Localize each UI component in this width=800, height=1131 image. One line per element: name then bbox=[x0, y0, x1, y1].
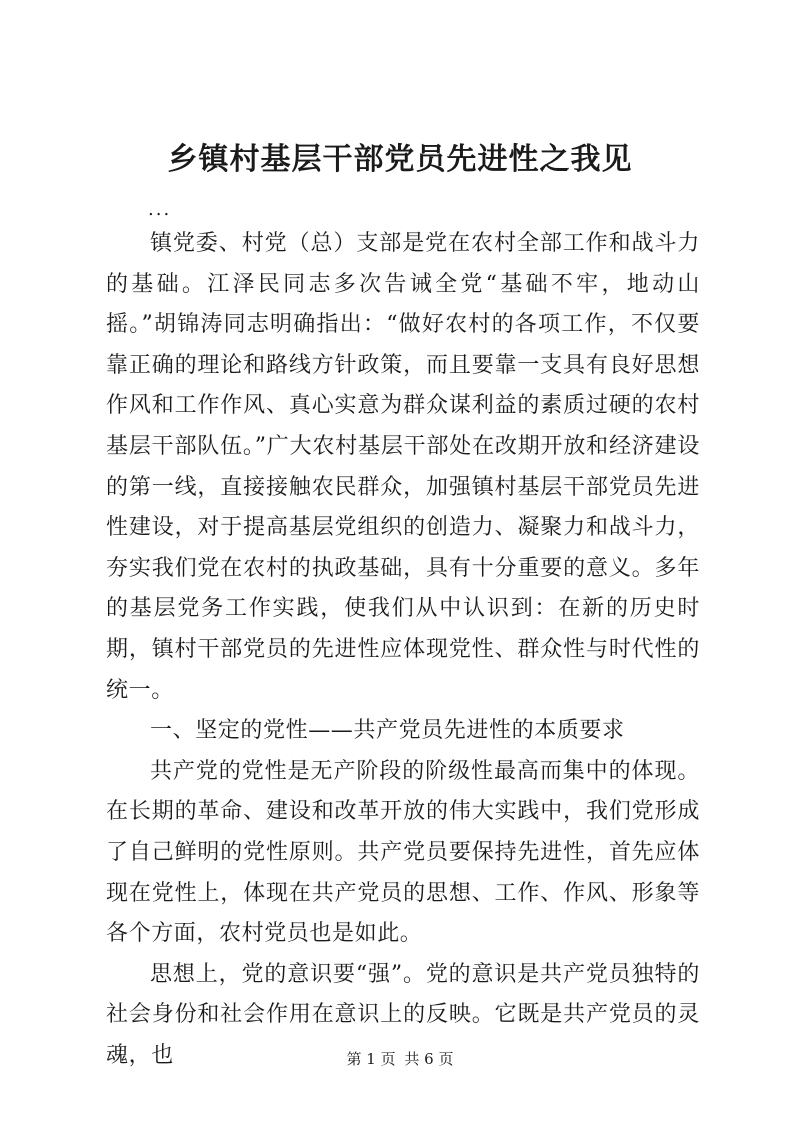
ellipsis-marker: ... bbox=[148, 199, 172, 220]
section-heading-1: 一、坚定的党性——共产党员先进性的本质要求 bbox=[150, 718, 625, 744]
page-footer bbox=[0, 1048, 800, 1070]
document-title: 乡镇村基层干部党员先进性之我见 bbox=[167, 142, 633, 177]
page-number: 第 1 页 bbox=[346, 1050, 396, 1068]
page-total: 共 6 页 bbox=[404, 1050, 454, 1068]
paragraph-party-spirit: 共产党的党性是无产阶段的阶级性最高而集中的体现。在长期的革命、建设和改革开放的伟大实践中，我们党形成了自己鲜明的党性原则。共产党员要保持先进性，首先应体现在党性上，体现在共产党员的思想、工作、作风、形象等各个方面，农村党员也是如此。 bbox=[106, 758, 700, 947]
document-body bbox=[106, 224, 700, 1076]
paragraph-intro: 镇党委、村党（总）支部是党在农村全部工作和战斗力的基础。江泽民同志多次告诫全党“基础不牢，地动山摇。”胡锦涛同志明确指出：“做好农村的各项工作，不仅要靠正确的理论和路线方针政策，而且要靠一支具有良好思想作风和工作作风、真心实意为群众谋利益的素质过硬的农村基层干部队伍。”广大农村基层干部处在改期开放和经济建设的第一线，直接接触农民群众，加强镇村基层干部党员先进性建设，对于提高基层党组织的创造力、凝聚力和战斗力，夯实我们党在农村的执政基础，具有十分重要的意义。多年的基层党务工作实践，使我们从中认识到：在新的历史时期，镇村干部党员的先进性应体现党性、群众性与时代性的统一。 bbox=[106, 231, 700, 703]
paragraph-ideology: 思想上，党的意识要“强”。党的意识是共产党员独特的社会身份和社会作用在意识上的反映。它既是共产党员的灵魂，也 bbox=[106, 961, 700, 1068]
